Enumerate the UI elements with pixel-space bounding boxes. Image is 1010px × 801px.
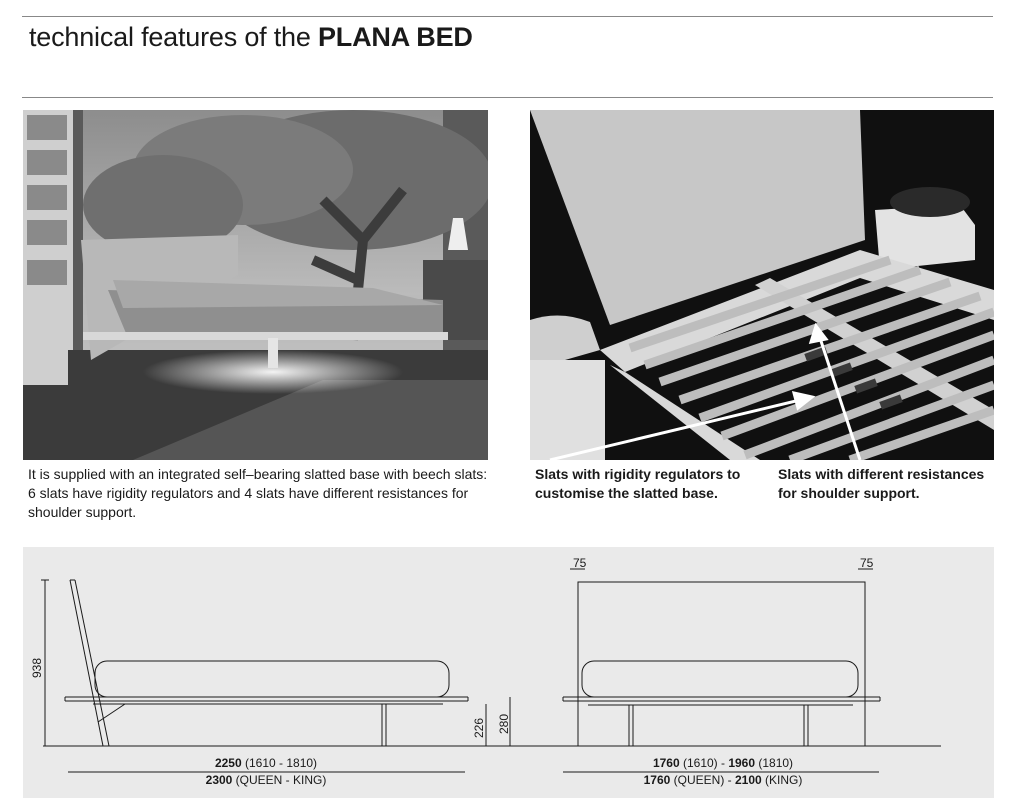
description-line-2: 6 slats have rigidity regulators and 4 slats have different resistances for shoulder support.	[28, 485, 469, 520]
front-width-main: 1760 (1610) - 1960 (1810)	[652, 756, 794, 770]
description-line-1: It is supplied with an integrated self–bearing slatted base with beech slats:	[28, 466, 488, 482]
front-width-sub: 1760 (QUEEN) - 2100 (KING)	[643, 773, 803, 787]
front-overhang-right: 75	[860, 556, 874, 570]
bedroom-photo	[23, 110, 488, 460]
dimension-drawing	[23, 547, 994, 798]
callout-rigidity-regulators: Slats with rigidity regulators to customise the slatted base.	[535, 466, 741, 501]
slatted-base-photo	[530, 110, 994, 460]
title-rule	[22, 97, 993, 98]
product-name: PLANA BED	[318, 22, 473, 52]
top-rule	[22, 16, 993, 17]
page-title: technical features of the PLANA BED	[29, 22, 473, 52]
side-length-main: 2250 (1610 - 1810)	[214, 756, 318, 770]
technical-drawing-panel	[23, 547, 994, 798]
callout-shoulder-support: Slats with different resistances for shoulder support.	[778, 466, 985, 501]
front-overhang-left: 75	[573, 556, 587, 570]
side-height-label: 938	[30, 657, 44, 679]
total-height-label: 280	[497, 713, 511, 735]
slatted-base-description	[28, 465, 488, 522]
frame-height-label: 226	[472, 717, 486, 739]
side-length-sub: 2300 (QUEEN - KING)	[205, 773, 327, 787]
